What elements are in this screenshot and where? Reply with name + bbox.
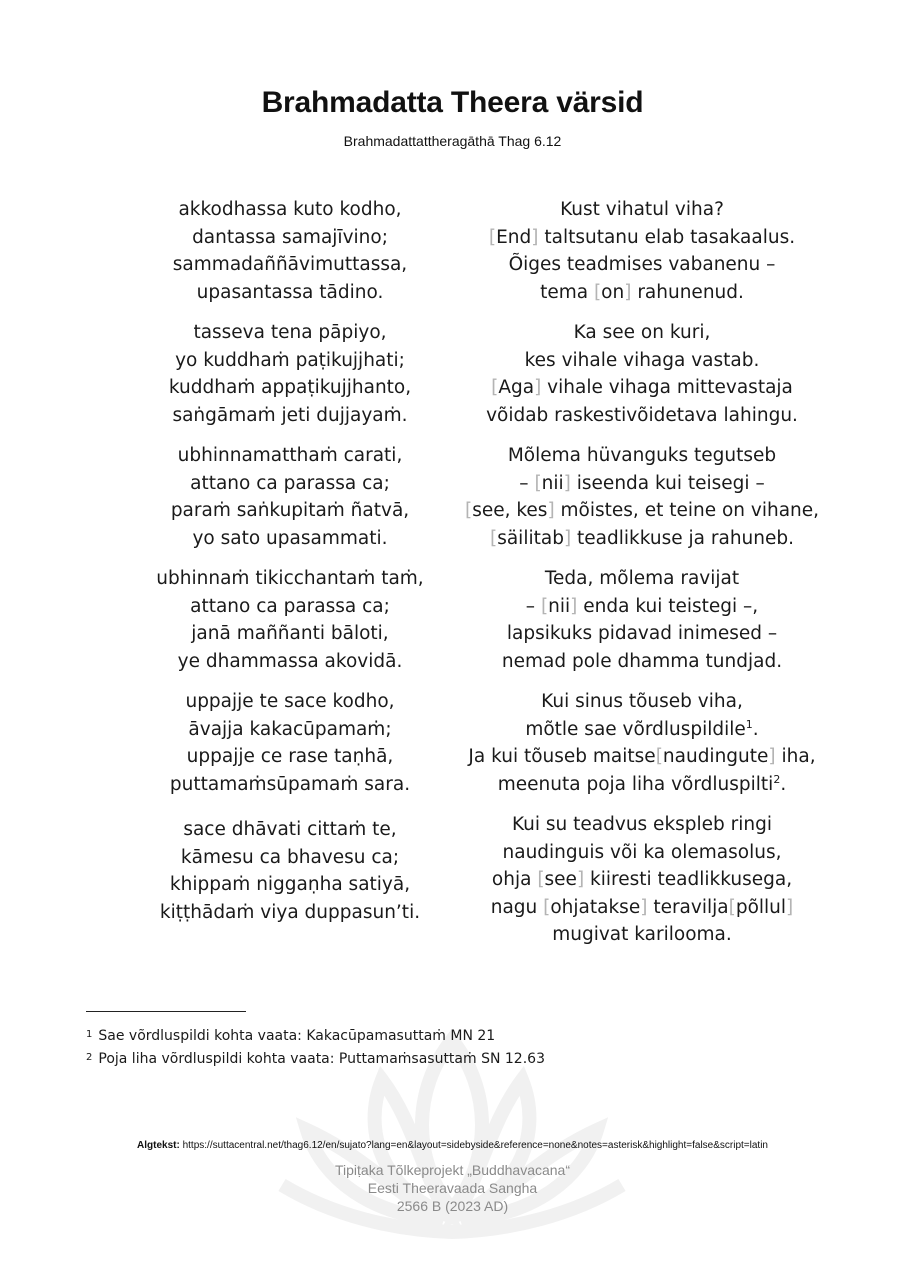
pali-line: ubhinnaṁ tikicchantaṁ taṁ, — [156, 568, 424, 589]
pali-line: yo kuddhaṁ paṭikujjhati; — [175, 349, 405, 371]
bracket: [ — [655, 746, 663, 767]
estonian-line — [442, 743, 842, 771]
estonian-line — [442, 319, 842, 347]
verse-text: see — [544, 869, 577, 890]
bracket: ] — [547, 500, 555, 521]
verse-text: vihale vihaga mittevastaja — [541, 377, 793, 398]
bracket: [ — [491, 377, 499, 398]
verse-text: võidab raskestivõidetava lahingu. — [486, 404, 798, 426]
verse-text: – — [525, 595, 541, 617]
bracket: [ — [464, 500, 473, 521]
footnote-text: Poja liha võrdluspildi kohta vaata: Puttamaṁsasuttaṁ SN 12.63 — [98, 1051, 545, 1067]
pali-line: sammadaññāvimuttassa, — [172, 254, 408, 275]
verse-text: ohja — [491, 869, 538, 890]
bracket: [ — [540, 595, 549, 617]
pali-stanza — [90, 319, 490, 429]
bracket: ] — [570, 595, 578, 617]
verse-text: Ja kui tõuseb maitse — [468, 746, 656, 767]
pali-line: uppajje te sace kodho, — [185, 691, 395, 712]
bracket: [ — [488, 226, 497, 248]
footnote-item — [86, 1024, 545, 1047]
estonian-line — [442, 224, 842, 252]
verse-text: Kui sinus tõuseb viha, — [541, 691, 743, 712]
pali-line: tasseva tena pāpiyo, — [193, 322, 387, 343]
pali-stanza — [90, 196, 490, 306]
verse-text: see, kes — [472, 500, 548, 521]
pali-line: āvajja kakacūpamaṁ; — [188, 718, 392, 740]
pali-line: akkodhassa kuto kodho, — [178, 199, 402, 220]
verse-text: Mõlema hüvanguks tegutseb — [507, 445, 777, 466]
verse-text: nemad pole dhamma tundjad. — [501, 650, 783, 672]
estonian-stanza — [442, 688, 842, 798]
bracket: ] — [576, 869, 585, 890]
pali-line: khippaṁ niggaṇha satiyā, — [169, 874, 411, 895]
verse-text: enda kui teistegi –, — [577, 595, 759, 617]
estonian-line — [442, 347, 842, 375]
bracket: [ — [534, 472, 542, 494]
verse-text: põllul — [735, 896, 787, 918]
estonian-verses-column — [442, 196, 842, 962]
estonian-line — [442, 921, 842, 949]
pali-stanza — [90, 688, 490, 798]
estonian-line — [442, 251, 842, 279]
bracket: [ — [543, 896, 551, 918]
verse-text: säilitab — [497, 527, 564, 549]
pali-line: puttamaṁsūpamaṁ sara. — [169, 773, 411, 795]
footnote-text: Sae võrdluspildi kohta vaata: Kakacūpamasuttaṁ MN 21 — [98, 1028, 496, 1044]
pali-line: ye dhammassa akovidā. — [177, 650, 403, 672]
pali-stanza — [90, 565, 490, 675]
pali-verses-column — [90, 196, 490, 939]
verse-text: nii — [541, 472, 564, 494]
estonian-line — [442, 771, 842, 799]
pali-stanza — [90, 442, 490, 552]
verse-text: Teda, mõlema ravijat — [544, 568, 740, 589]
verse-text: rahunenud. — [631, 281, 744, 303]
pali-line: dantassa samajīvino; — [192, 226, 388, 248]
estonian-line — [442, 688, 842, 716]
pali-stanza — [90, 816, 490, 926]
footnote-ref: 1 — [745, 717, 753, 731]
credits-project: Tipiṭaka Tõlkeprojekt „Buddhavacana“ — [334, 1162, 571, 1178]
footnote-item — [86, 1047, 545, 1070]
verse-text: Õiges teadmises vabanenu – — [508, 254, 776, 275]
verse-text: lapsikuks pidavad inimesed – — [506, 623, 778, 644]
source-url[interactable]: https://suttacentral.net/thag6.12/en/sujato?lang=en&layout=sidebyside&reference=none&notes=asterisk&highlight=false&script=latin — [182, 1140, 768, 1151]
verse-text: iseenda kui teisegi – — [570, 472, 765, 494]
pali-line: upasantassa tādino. — [196, 281, 384, 303]
verse-text: kiiresti teadlikkusega, — [584, 869, 793, 890]
bracket: ] — [563, 527, 572, 549]
pali-line: attano ca parassa ca; — [190, 472, 390, 494]
footnote-divider — [86, 1011, 246, 1012]
estonian-line — [442, 470, 842, 498]
estonian-line — [442, 811, 842, 839]
verse-text: on — [601, 281, 625, 303]
verse-text: mõtle sae võrdluspildile — [525, 718, 746, 740]
verse-text: Kui su teadvus ekspleb ringi — [511, 814, 773, 835]
estonian-line — [442, 374, 842, 402]
bracket: ] — [786, 896, 794, 918]
estonian-stanza — [442, 811, 842, 949]
credits-sangha: Eesti Theeravaada Sangha — [367, 1180, 538, 1196]
verse-text: Kust vihatul viha? — [560, 199, 724, 220]
pali-line: janā maññanti bāloti, — [191, 623, 389, 644]
verse-text: teadlikkuse ja rahuneb. — [571, 527, 794, 549]
verse-text: nii — [548, 595, 571, 617]
pali-line: kāmesu ca bhavesu ca; — [180, 846, 400, 868]
pali-line: uppajje ce rase taṇhā, — [186, 746, 394, 767]
verse-text: taltsutanu elab tasakaalus. — [538, 226, 796, 248]
footnote-number: 2 — [86, 1052, 93, 1063]
verse-text: . — [780, 773, 787, 795]
estonian-line — [442, 196, 842, 224]
page-subtitle: Brahmadattattheragāthā Thag 6.12 — [343, 133, 562, 149]
verse-text: ohjatakse — [550, 896, 641, 918]
estonian-stanza — [442, 565, 842, 675]
pali-line: kuddhaṁ appaṭikujjhanto, — [168, 377, 412, 398]
verse-text: – — [519, 472, 535, 494]
verse-text: Aga — [498, 377, 535, 398]
pali-line: attano ca parassa ca; — [190, 595, 390, 617]
footnotes — [86, 1024, 545, 1070]
verse-text: . — [752, 718, 759, 740]
estonian-line — [442, 648, 842, 676]
verse-text: teravilja — [647, 896, 729, 918]
estonian-stanza — [442, 442, 842, 552]
bracket: ] — [531, 226, 539, 248]
verse-text: iha, — [775, 746, 816, 767]
pali-line: ubhinnamatthaṁ carati, — [177, 445, 403, 466]
estonian-line — [442, 279, 842, 307]
bracket: ] — [640, 896, 648, 918]
estonian-line — [442, 894, 842, 922]
source-line: Algtekst: https://suttacentral.net/thag6.12/en/sujato?lang=en&layout=sidebyside&reference=none&notes=asterisk&highlight=false&script=latin — [137, 1140, 768, 1151]
bracket: [ — [728, 896, 736, 918]
estonian-line — [442, 525, 842, 553]
bracket: ] — [534, 377, 542, 398]
estonian-line — [442, 497, 842, 525]
bracket: ] — [624, 281, 632, 303]
estonian-line — [442, 839, 842, 867]
page-title: Brahmadatta Theera värsid — [261, 86, 644, 119]
estonian-line — [442, 565, 842, 593]
footnote-ref: 2 — [773, 772, 781, 786]
verse-text: kes vihale vihaga vastab. — [524, 349, 760, 371]
verse-text: nagu — [490, 896, 544, 918]
estonian-line — [442, 593, 842, 621]
bracket: [ — [537, 869, 545, 890]
credits — [0, 1161, 905, 1215]
pali-line: paraṁ saṅkupitaṁ ñatvā, — [170, 500, 410, 521]
source-label: Algtekst — [137, 1140, 177, 1151]
credits-date: 2566 B (2023 AD) — [396, 1198, 509, 1214]
estonian-line — [442, 402, 842, 430]
pali-line: yo sato upasammati. — [192, 527, 388, 549]
bracket: [ — [489, 527, 498, 549]
verse-text: Ka see on kuri, — [573, 322, 711, 343]
pali-line: kiṭṭhādaṁ viya duppasun’ti. — [159, 901, 421, 923]
verse-text: naudinguis või ka olemasolus, — [502, 841, 782, 863]
verse-text: naudingute — [662, 746, 769, 767]
verse-text: tema — [540, 281, 594, 303]
estonian-line — [442, 442, 842, 470]
verse-text: meenuta poja liha võrdluspilti — [497, 773, 774, 795]
footnote-number: 1 — [86, 1029, 93, 1040]
verse-text: mugivat karilooma. — [552, 924, 732, 945]
pali-line: sace dhāvati cittaṁ te, — [183, 819, 397, 840]
estonian-line — [442, 620, 842, 648]
bracket: [ — [593, 281, 602, 303]
estonian-line — [442, 866, 842, 894]
verse-text: End — [496, 226, 532, 248]
pali-line: saṅgāmaṁ jeti dujjayaṁ. — [172, 404, 408, 426]
bracket: ] — [563, 472, 571, 494]
bracket: ] — [768, 746, 776, 767]
verse-text: mõistes, et teine on vihane, — [554, 500, 820, 521]
estonian-stanza — [442, 196, 842, 306]
estonian-stanza — [442, 319, 842, 429]
estonian-line — [442, 716, 842, 744]
